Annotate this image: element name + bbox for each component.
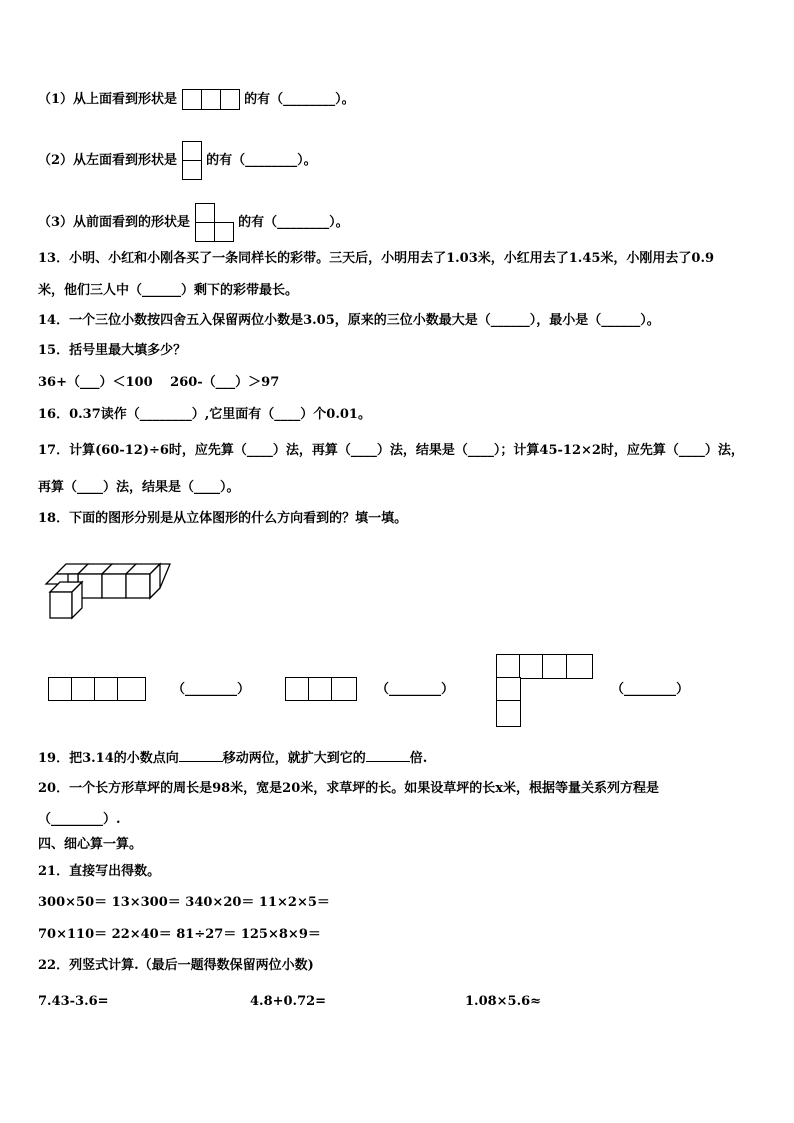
q19-blank2 xyxy=(366,749,410,762)
section4-heading: 四、细心算一算。 xyxy=(38,837,143,852)
q19-blank1 xyxy=(179,749,223,762)
q12-part3-text: （3）从前面看到的形状是 xyxy=(38,215,191,230)
q12-part1 xyxy=(38,89,355,110)
q15-title: 15．括号里最大填多少？ xyxy=(38,343,187,358)
two-squares-column-shape xyxy=(182,141,202,180)
q13-line1: 13．小明、小红和小刚各买了一条同样长的彩带。三天后，小明用去了1.03米，小红用去了1.45米，小刚用去了0.9 xyxy=(38,251,715,266)
q21-title: 21．直接写出得数。 xyxy=(38,864,161,879)
q12-part1-blank: 的有（________）。 xyxy=(244,92,355,107)
q18-title: 18．下面的图形分别是从立体图形的什么方向看到的？填一填。 xyxy=(38,511,408,526)
q17-line1: 17．计算(60-12)÷6时，应先算（____）法，再算（____）法，结果是（____）；计算45-12×2时，应先算（____）法， xyxy=(38,443,744,458)
q22-expr1: 7.43-3.6= xyxy=(38,994,109,1009)
q22-expr3: 1.08×5.6≈ xyxy=(465,994,542,1009)
q19 xyxy=(38,749,427,767)
q13-line2: 米，他们三人中（______）剩下的彩带最长。 xyxy=(38,283,299,298)
q19-text-pre: 19．把3.14的小数点向 xyxy=(38,751,179,766)
three-squares-row-shape xyxy=(182,89,240,110)
q20-line2: （________）. xyxy=(38,812,121,827)
q12-part2-text: （2）从左面看到形状是 xyxy=(38,153,178,168)
l-shape-three-squares xyxy=(195,203,234,242)
q14: 14．一个三位小数按四舍五入保留两位小数是3.05，原来的三位小数最大是（______），最小是（______）。 xyxy=(38,313,660,328)
q12-part2-blank: 的有（________）。 xyxy=(206,153,317,168)
q19-text-mid: 移动两位，就扩大到它的 xyxy=(222,751,366,766)
q12-part3 xyxy=(38,203,349,242)
q12-part2 xyxy=(38,141,317,180)
q15-line: 36+（___）＜100 260-（___）＞97 xyxy=(38,375,280,390)
q12-part1-text: （1）从上面看到形状是 xyxy=(38,92,178,107)
q21-row2: 70×110＝ 22×40＝ 81÷27＝ 125×8×9＝ xyxy=(38,927,321,942)
q20-line1: 20．一个长方形草坪的周长是98米，宽是20米，求草坪的长。如果设草坪的长x米，根据等量关系列方程是 xyxy=(38,781,660,796)
q18-answer2: （________） xyxy=(376,682,455,697)
q18-answer1: （________） xyxy=(172,682,251,697)
cube-solid-figure xyxy=(40,556,180,628)
q17-line2: 再算（____）法，结果是（____）。 xyxy=(38,480,240,495)
q22-title: 22．列竖式计算.（最后一题得数保留两位小数) xyxy=(38,958,314,973)
q22-expr2: 4.8+0.72= xyxy=(250,994,327,1009)
q12-part3-blank: 的有（________）。 xyxy=(238,215,349,230)
q18-answer3: （________） xyxy=(611,682,690,697)
q21-row1: 300×50＝ 13×300＝ 340×20＝ 11×2×5＝ xyxy=(38,895,330,910)
q19-text-post: 倍. xyxy=(409,751,428,766)
q16: 16．0.37读作（________）,它里面有（____）个0.01。 xyxy=(38,407,371,422)
